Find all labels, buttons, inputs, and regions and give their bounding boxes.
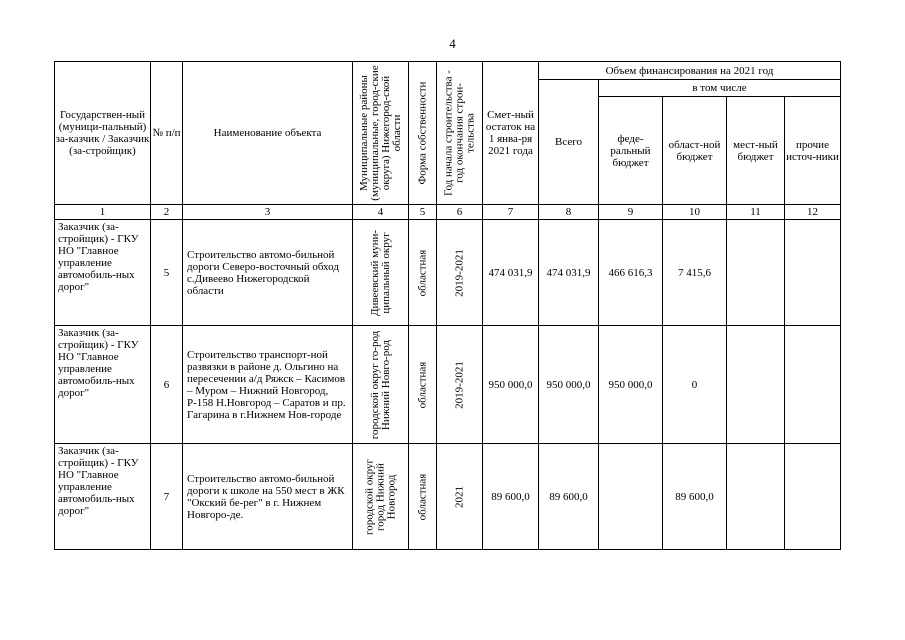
header-funding: Объем финансирования на 2021 год <box>539 62 841 80</box>
row-regional: 0 <box>663 326 727 444</box>
row-total: 474 031,9 <box>539 220 599 326</box>
row-federal: 466 616,3 <box>599 220 663 326</box>
row-ownership: областная <box>409 220 437 326</box>
row-years: 2019-2021 <box>437 326 483 444</box>
table-row <box>55 444 841 550</box>
row-ownership: областная <box>409 444 437 550</box>
row-regional: 7 415,6 <box>663 220 727 326</box>
row-total: 950 000,0 <box>539 326 599 444</box>
col-number: 1 <box>55 205 151 220</box>
row-district: Дивеевский муни-ципальный округ <box>353 220 409 326</box>
col-number: 7 <box>483 205 539 220</box>
col-number: 8 <box>539 205 599 220</box>
header-customer: Государствен-ный (муници-пальный) за-казчик / Заказчик (за-стройщик) <box>55 62 151 205</box>
header-federal: феде-ральный бюджет <box>599 97 663 205</box>
row-local <box>727 220 785 326</box>
row-other <box>785 220 841 326</box>
header-district: Муниципальные районы (муниципальные, город-ские округа) Нижегород-ской области <box>353 62 409 205</box>
row-estimate: 474 031,9 <box>483 220 539 326</box>
row-district: городской округ город Нижний Новгород <box>353 444 409 550</box>
col-number: 10 <box>663 205 727 220</box>
header-including: в том числе <box>599 80 841 97</box>
row-years: 2019-2021 <box>437 220 483 326</box>
row-local <box>727 326 785 444</box>
row-estimate: 950 000,0 <box>483 326 539 444</box>
row-num: 6 <box>151 326 183 444</box>
row-customer: Заказчик (за-стройщик) - ГКУ НО "Главное управление автомобиль-ных дорог" <box>55 220 151 326</box>
header-local: мест-ный бюджет <box>727 97 785 205</box>
row-object-name: Строительство транспорт-ной развязки в районе д. Ольгино на пересечении а/д Ряжск – Касимов – Муром – Нижний Новгород, Р-158 Н.Новгород – Саратов и пр. Гагарина в г.Нижнем Нов-городе <box>183 326 353 444</box>
row-num: 5 <box>151 220 183 326</box>
col-number: 5 <box>409 205 437 220</box>
row-years: 2021 <box>437 444 483 550</box>
row-object-name: Строительство автомо-бильной дороги к школе на 550 мест в ЖК "Окский бе-рег" в г. Нижнем Новгоро-де. <box>183 444 353 550</box>
table-row <box>55 220 841 326</box>
row-customer: Заказчик (за-стройщик) - ГКУ НО "Главное управление автомобиль-ных дорог" <box>55 444 151 550</box>
row-ownership: областная <box>409 326 437 444</box>
header-other: прочие источ-ники <box>785 97 841 205</box>
row-estimate: 89 600,0 <box>483 444 539 550</box>
row-local <box>727 444 785 550</box>
row-total: 89 600,0 <box>539 444 599 550</box>
page-number: 4 <box>449 36 456 51</box>
col-number: 12 <box>785 205 841 220</box>
header-years: Год начала строительства - год окончания строи-тельства <box>437 62 483 205</box>
col-number: 4 <box>353 205 409 220</box>
financing-table <box>54 61 841 550</box>
row-customer: Заказчик (за-стройщик) - ГКУ НО "Главное управление автомобиль-ных дорог" <box>55 326 151 444</box>
row-other <box>785 444 841 550</box>
col-number: 11 <box>727 205 785 220</box>
row-object-name: Строительство автомо-бильной дороги Северо-восточный обход с.Дивеево Нижегородской области <box>183 220 353 326</box>
col-number: 3 <box>183 205 353 220</box>
column-number-row <box>55 205 841 220</box>
header-ownership: Форма собственности <box>409 62 437 205</box>
table-row <box>55 326 841 444</box>
col-number: 9 <box>599 205 663 220</box>
row-num: 7 <box>151 444 183 550</box>
row-federal: 950 000,0 <box>599 326 663 444</box>
row-federal <box>599 444 663 550</box>
col-number: 2 <box>151 205 183 220</box>
header-estimate: Смет-ный остаток на 1 янва-ря 2021 года <box>483 62 539 205</box>
row-regional: 89 600,0 <box>663 444 727 550</box>
row-other <box>785 326 841 444</box>
header-name: Наименование объекта <box>183 62 353 205</box>
header-num: № п/п <box>151 62 183 205</box>
header-total: Всего <box>539 80 599 205</box>
row-district: городской округ го-род Нижний Новго-род <box>353 326 409 444</box>
col-number: 6 <box>437 205 483 220</box>
header-regional: област-ной бюджет <box>663 97 727 205</box>
